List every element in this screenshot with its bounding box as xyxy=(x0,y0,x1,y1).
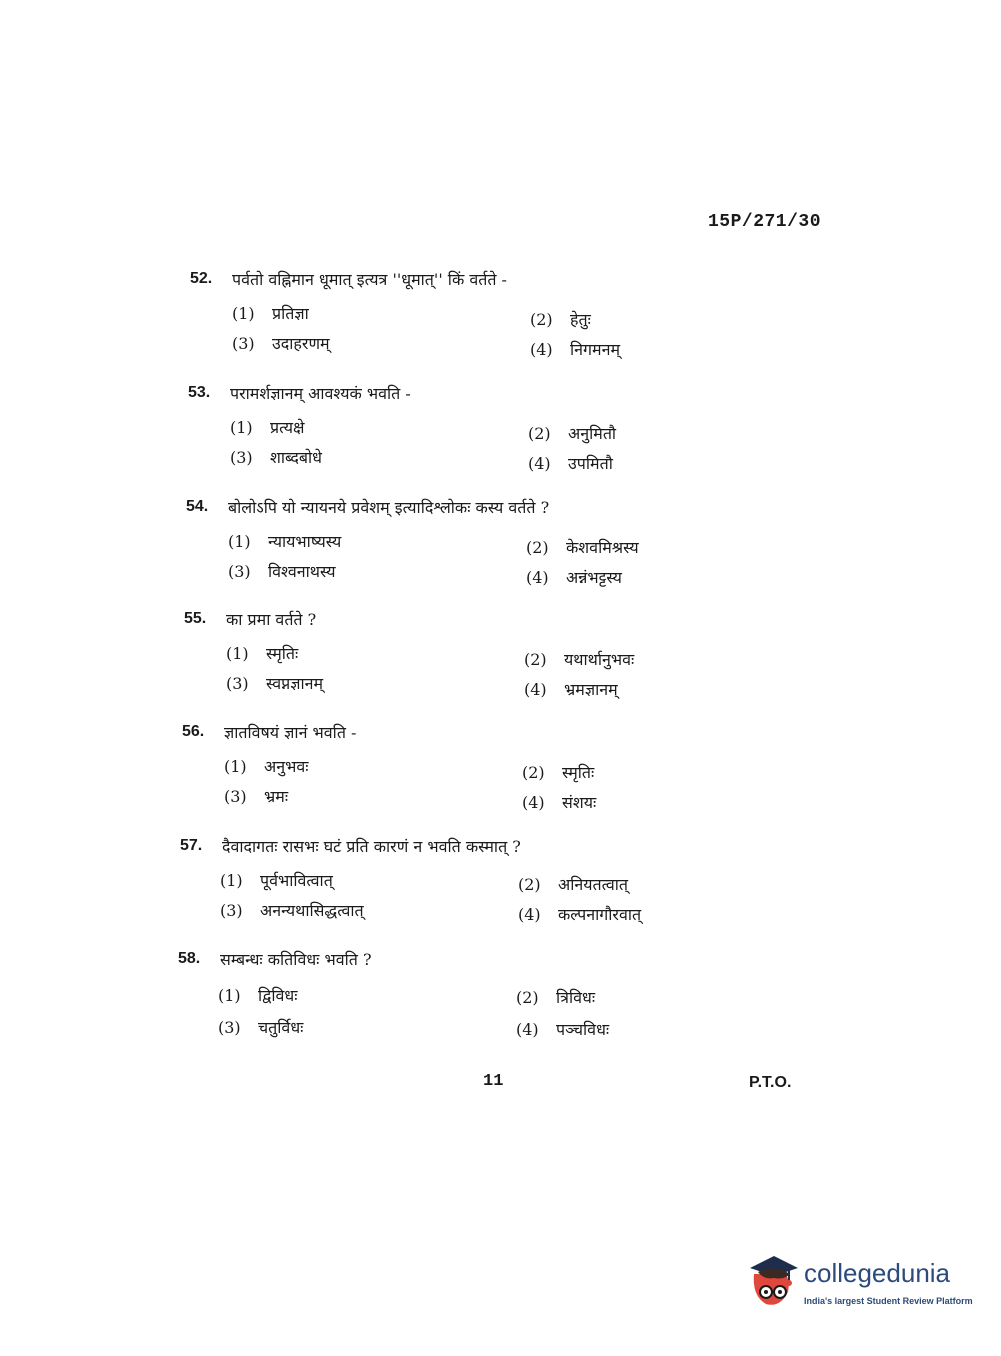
question-number: 58. xyxy=(178,950,201,967)
question-text: पर्वतो वह्निमान धूमात् इत्यत्र ''धूमात्'' किं वर्तते - xyxy=(232,270,507,289)
question-number: 52. xyxy=(190,270,213,287)
option-3: (3) उदाहरणम् xyxy=(232,334,330,353)
option-3: (3) भ्रमः xyxy=(224,787,289,806)
question-54 xyxy=(186,496,706,587)
question-text: ज्ञातविषयं ज्ञानं भवति - xyxy=(224,723,357,742)
option-4: (4) निगमनम् xyxy=(530,340,621,359)
option-2: (2) अनुमितौ xyxy=(528,424,617,443)
option-3: (3) शाब्दबोधे xyxy=(230,448,322,467)
option-4: (4) संशयः xyxy=(522,793,597,812)
option-3: (3) स्वप्नज्ञानम् xyxy=(226,674,324,693)
option-4: (4) अन्नंभट्टस्य xyxy=(526,568,622,587)
option-2: (2) अनियतत्वात् xyxy=(518,875,629,894)
paper-code: 15P/271/30 xyxy=(708,212,822,232)
mascot-icon xyxy=(744,1252,802,1312)
question-text: परामर्शज्ञानम् आवश्यकं भवति - xyxy=(230,384,411,403)
option-4: (4) पञ्चविधः xyxy=(516,1020,610,1039)
watermark-name: collegedunia xyxy=(804,1258,951,1288)
option-2: (2) केशवमिश्रस्य xyxy=(526,538,639,557)
question-52 xyxy=(190,268,710,359)
question-57 xyxy=(180,835,700,924)
question-number: 57. xyxy=(180,837,203,854)
option-3: (3) चतुर्विधः xyxy=(218,1018,304,1037)
question-text: सम्बन्धः कतिविधः भवति ? xyxy=(220,950,372,969)
option-2: (2) स्मृतिः xyxy=(522,763,595,782)
question-text: दैवादागतः रासभः घटं प्रति कारणं न भवति कस्मात् ? xyxy=(222,837,521,856)
option-1: (1) पूर्वभावित्वात् xyxy=(220,871,333,890)
question-53 xyxy=(188,382,708,473)
option-2: (2) हेतुः xyxy=(530,310,591,329)
option-2: (2) यथार्थानुभवः xyxy=(524,650,635,669)
question-55 xyxy=(184,608,704,699)
question-56 xyxy=(182,721,702,812)
option-3: (3) विश्वनाथस्य xyxy=(228,562,336,581)
option-1: (1) प्रत्यक्षे xyxy=(230,418,305,437)
page-number: 11 xyxy=(483,1072,504,1091)
pto-label: P.T.O. xyxy=(749,1074,792,1091)
option-4: (4) उपमितौ xyxy=(528,454,613,473)
option-2: (2) त्रिविधः xyxy=(516,988,596,1007)
question-number: 54. xyxy=(186,498,209,515)
option-1: (1) अनुभवः xyxy=(224,757,309,776)
question-number: 53. xyxy=(188,384,211,401)
watermark-logo xyxy=(744,1252,974,1312)
question-58 xyxy=(178,948,698,1039)
option-4: (4) कल्पनागौरवात् xyxy=(518,905,642,924)
option-3: (3) अनन्यथासिद्धत्वात् xyxy=(220,901,364,920)
question-number: 56. xyxy=(182,723,205,740)
option-4: (4) भ्रमज्ञानम् xyxy=(524,680,618,699)
option-1: (1) प्रतिज्ञा xyxy=(232,304,309,323)
watermark-tagline: India's largest Student Review Platform xyxy=(804,1296,973,1306)
question-text: बोलोऽपि यो न्यायनये प्रवेशम् इत्यादिश्लोकः कस्य वर्तते ? xyxy=(228,498,550,517)
option-1: (1) द्विविधः xyxy=(218,986,298,1005)
option-1: (1) स्मृतिः xyxy=(226,644,299,663)
question-text: का प्रमा वर्तते ? xyxy=(226,610,317,629)
question-number: 55. xyxy=(184,610,207,627)
option-1: (1) न्यायभाष्यस्य xyxy=(228,532,342,551)
